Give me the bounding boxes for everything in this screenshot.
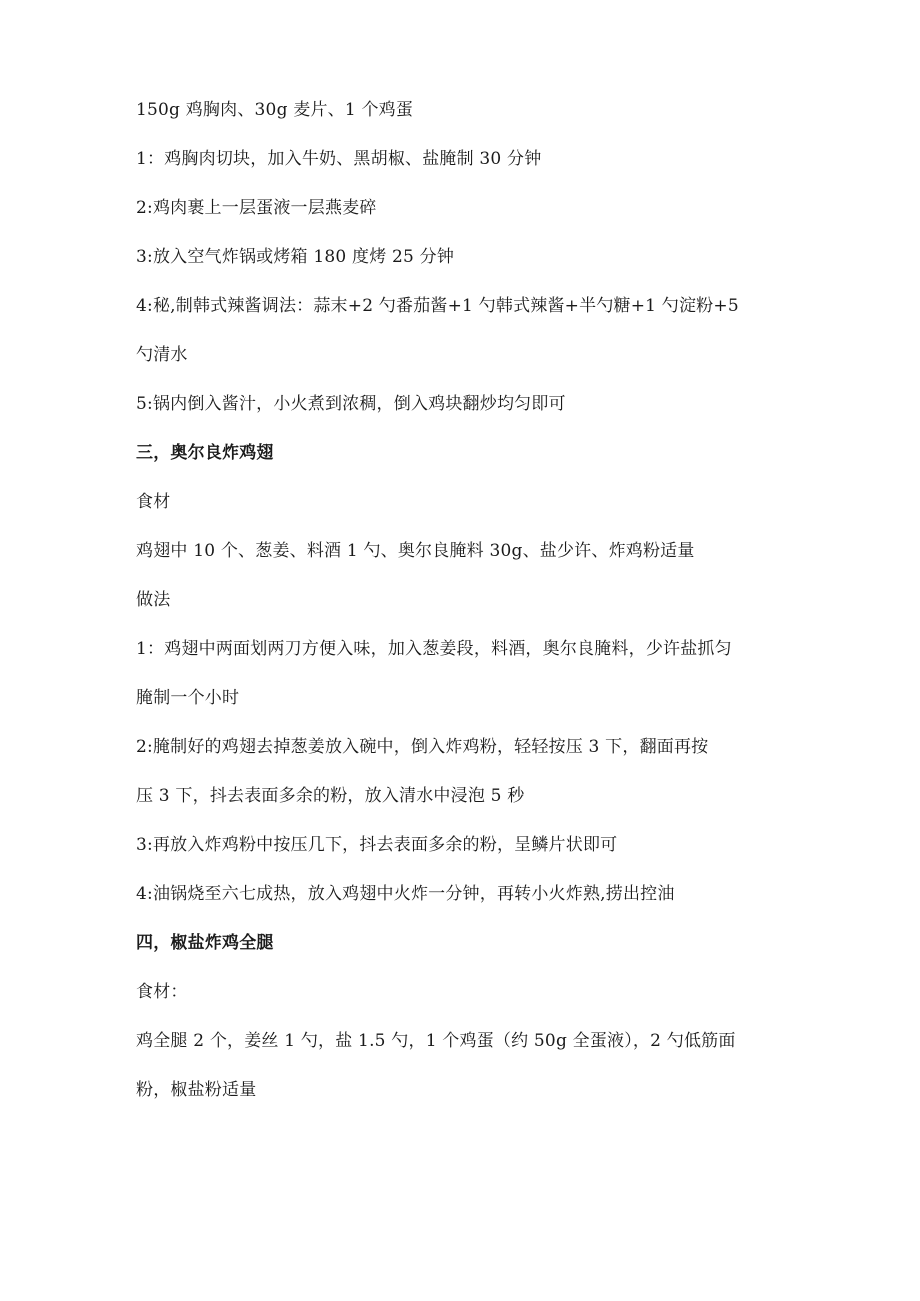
section-heading: 三，奥尔良炸鸡翅	[136, 443, 274, 463]
text-line: 腌制一个小时	[136, 688, 240, 708]
text-line: 2:腌制好的鸡翅去掉葱姜放入碗中，倒入炸鸡粉，轻轻按压 3 下，翻面再按	[136, 737, 709, 757]
text-line: 150g 鸡胸肉、30g 麦片、1 个鸡蛋	[136, 100, 414, 120]
text-line: 5:锅内倒入酱汁，小火煮到浓稠，倒入鸡块翻炒均匀即可	[136, 394, 566, 414]
text-line: 3:再放入炸鸡粉中按压几下，抖去表面多余的粉，呈鳞片状即可	[136, 835, 618, 855]
section-heading: 四，椒盐炸鸡全腿	[136, 933, 274, 953]
text-line: 鸡翅中 10 个、葱姜、料酒 1 勺、奥尔良腌料 30g、盐少许、炸鸡粉适量	[136, 541, 695, 561]
text-line: 1：鸡翅中两面划两刀方便入味，加入葱姜段，料酒，奥尔良腌料，少许盐抓匀	[136, 639, 732, 659]
text-line: 3:放入空气炸锅或烤箱 180 度烤 25 分钟	[136, 247, 455, 267]
text-line: 食材	[136, 492, 171, 512]
text-line: 做法	[136, 590, 171, 610]
text-line: 2:鸡肉裹上一层蛋液一层燕麦碎	[136, 198, 377, 218]
text-line: 粉，椒盐粉适量	[136, 1080, 257, 1100]
text-line: 勺清水	[136, 345, 188, 365]
document-content	[136, 89, 796, 1118]
text-line: 鸡全腿 2 个，姜丝 1 勺，盐 1.5 勺，1 个鸡蛋（约 50g 全蛋液），2 勺低筋面	[136, 1031, 736, 1051]
text-line: 压 3 下，抖去表面多余的粉，放入清水中浸泡 5 秒	[136, 786, 525, 806]
text-line: 1：鸡胸肉切块，加入牛奶、黑胡椒、盐腌制 30 分钟	[136, 149, 542, 169]
text-line: 4:油锅烧至六七成热，放入鸡翅中火炸一分钟，再转小火炸熟,捞出控油	[136, 884, 675, 904]
text-line: 食材：	[136, 982, 188, 1002]
text-line: 4:秘,制韩式辣酱调法：蒜末+2 勺番茄酱+1 勺韩式辣酱+半勺糖+1 勺淀粉+5	[136, 296, 739, 316]
